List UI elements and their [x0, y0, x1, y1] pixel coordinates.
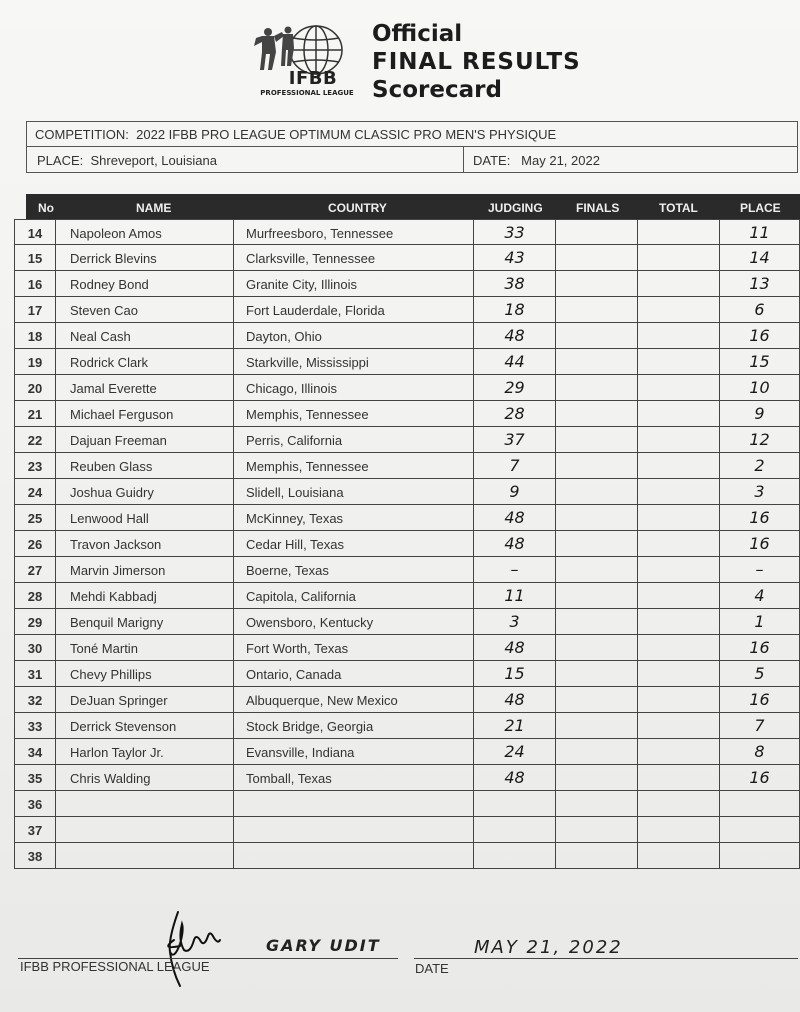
competitor-name: Dajuan Freeman: [56, 427, 234, 453]
total-score: [638, 609, 720, 635]
row-number: 17: [14, 297, 56, 323]
table-row: [14, 349, 800, 375]
competition-info-box: [26, 121, 798, 173]
competitor-name: Marvin Jimerson: [56, 557, 234, 583]
competitor-name: Toné Martin: [56, 635, 234, 661]
row-number: 25: [14, 505, 56, 531]
competitor-name: Neal Cash: [56, 323, 234, 349]
finals-score: [556, 557, 638, 583]
table-row: [14, 271, 800, 297]
row-number: 22: [14, 427, 56, 453]
judging-score: 9: [474, 479, 556, 505]
final-place: 13: [720, 271, 800, 297]
competitor-name: Derrick Blevins: [56, 245, 234, 271]
competition-label: COMPETITION:: [35, 127, 129, 142]
table-row: [14, 453, 800, 479]
judging-score: 24: [474, 739, 556, 765]
row-number: 32: [14, 687, 56, 713]
table-row: [14, 817, 800, 843]
judging-score: 29: [474, 375, 556, 401]
header-place: PLACE: [740, 201, 781, 215]
final-place: 8: [720, 739, 800, 765]
logo-subtext: PROFESSIONAL LEAGUE: [260, 89, 354, 97]
finals-score: [556, 765, 638, 791]
total-score: [638, 245, 720, 271]
competitor-hometown: Owensboro, Kentucky: [234, 609, 474, 635]
finals-score: [556, 220, 638, 246]
competitor-hometown: [234, 817, 474, 843]
total-score: [638, 635, 720, 661]
competitor-hometown: McKinney, Texas: [234, 505, 474, 531]
judging-score: 38: [474, 271, 556, 297]
competitor-name: Chris Walding: [56, 765, 234, 791]
finals-score: [556, 583, 638, 609]
judging-score: 43: [474, 245, 556, 271]
table-header: [26, 194, 800, 219]
scorecard-title: [372, 20, 581, 104]
judging-score: 48: [474, 687, 556, 713]
total-score: [638, 349, 720, 375]
title-line-1: Official: [372, 21, 463, 47]
place-label: PLACE:: [37, 153, 84, 168]
competitor-name: Travon Jackson: [56, 531, 234, 557]
table-row: [14, 661, 800, 687]
table-row: [14, 375, 800, 401]
row-number: 19: [14, 349, 56, 375]
competitor-name: Harlon Taylor Jr.: [56, 739, 234, 765]
judging-score: 15: [474, 661, 556, 687]
ifbb-logo: [246, 22, 360, 102]
finals-score: [556, 375, 638, 401]
final-place: 16: [720, 531, 800, 557]
finals-score: [556, 349, 638, 375]
judging-score: 48: [474, 531, 556, 557]
competitor-hometown: Ontario, Canada: [234, 661, 474, 687]
judging-score: 48: [474, 505, 556, 531]
results-table: [14, 194, 800, 869]
row-number: 28: [14, 583, 56, 609]
judging-score: 21: [474, 713, 556, 739]
competitor-hometown: Capitola, California: [234, 583, 474, 609]
competitor-name: Michael Ferguson: [56, 401, 234, 427]
place-line: [37, 153, 217, 168]
table-row: [14, 765, 800, 791]
judging-score: 48: [474, 323, 556, 349]
competitor-hometown: Granite City, Illinois: [234, 271, 474, 297]
competitor-name: Joshua Guidry: [56, 479, 234, 505]
competitor-hometown: Stock Bridge, Georgia: [234, 713, 474, 739]
row-number: 16: [14, 271, 56, 297]
final-place: 5: [720, 661, 800, 687]
row-number: 37: [14, 817, 56, 843]
finals-score: [556, 791, 638, 817]
finals-score: [556, 739, 638, 765]
judging-score: 33: [474, 220, 556, 246]
row-number: 36: [14, 791, 56, 817]
title-line-3: Scorecard: [372, 77, 502, 103]
competitor-name: Rodrick Clark: [56, 349, 234, 375]
final-place: 14: [720, 245, 800, 271]
judging-score: [474, 791, 556, 817]
final-place: [720, 791, 800, 817]
table-row: [14, 245, 800, 271]
total-score: [638, 531, 720, 557]
finals-score: [556, 323, 638, 349]
logo-text: IFBB: [288, 68, 338, 89]
table-row: [14, 323, 800, 349]
final-place: 16: [720, 687, 800, 713]
place-value: Shreveport, Louisiana: [90, 153, 217, 168]
total-score: [638, 427, 720, 453]
judging-score: –: [474, 557, 556, 583]
judging-score: 37: [474, 427, 556, 453]
finals-score: [556, 687, 638, 713]
total-score: [638, 401, 720, 427]
competitor-hometown: Slidell, Louisiana: [234, 479, 474, 505]
table-row: [14, 427, 800, 453]
judging-score: [474, 817, 556, 843]
row-number: 14: [14, 220, 56, 246]
final-place: 16: [720, 765, 800, 791]
handwritten-signature: [150, 900, 230, 990]
table-row: [14, 297, 800, 323]
total-score: [638, 323, 720, 349]
table-row: [14, 843, 800, 869]
competitor-hometown: Fort Worth, Texas: [234, 635, 474, 661]
final-place: 7: [720, 713, 800, 739]
competitor-hometown: Starkville, Mississippi: [234, 349, 474, 375]
competitor-name: Jamal Everette: [56, 375, 234, 401]
competitor-hometown: Memphis, Tennessee: [234, 453, 474, 479]
competitor-hometown: Evansville, Indiana: [234, 739, 474, 765]
header-no: No: [38, 201, 54, 215]
total-score: [638, 817, 720, 843]
total-score: [638, 713, 720, 739]
competitor-hometown: Boerne, Texas: [234, 557, 474, 583]
competitor-name: Napoleon Amos: [56, 220, 234, 246]
competitor-hometown: [234, 843, 474, 869]
finals-score: [556, 401, 638, 427]
final-place: 16: [720, 505, 800, 531]
judging-score: 7: [474, 453, 556, 479]
finals-score: [556, 817, 638, 843]
total-score: [638, 739, 720, 765]
competition-value: 2022 IFBB PRO LEAGUE OPTIMUM CLASSIC PRO MEN'S PHYSIQUE: [136, 127, 557, 142]
final-place: 4: [720, 583, 800, 609]
judging-score: 28: [474, 401, 556, 427]
total-score: [638, 271, 720, 297]
date-label: DATE:: [473, 153, 511, 168]
competition-line: [35, 127, 556, 142]
divider: [463, 147, 464, 173]
row-number: 30: [14, 635, 56, 661]
competitor-hometown: Clarksville, Tennessee: [234, 245, 474, 271]
final-place: 15: [720, 349, 800, 375]
header-country: COUNTRY: [328, 201, 387, 215]
header-finals: FINALS: [576, 201, 620, 215]
finals-score: [556, 635, 638, 661]
competitor-name: Chevy Phillips: [56, 661, 234, 687]
competitor-name: Steven Cao: [56, 297, 234, 323]
finals-score: [556, 245, 638, 271]
table-row: [14, 609, 800, 635]
judging-score: 3: [474, 609, 556, 635]
total-score: [638, 220, 720, 246]
header-judging: JUDGING: [488, 201, 543, 215]
table-row: [14, 557, 800, 583]
row-number: 21: [14, 401, 56, 427]
total-score: [638, 375, 720, 401]
finals-score: [556, 661, 638, 687]
judging-score: 18: [474, 297, 556, 323]
competitor-hometown: Perris, California: [234, 427, 474, 453]
signed-date: MAY 21, 2022: [474, 937, 623, 958]
competitor-hometown: Dayton, Ohio: [234, 323, 474, 349]
competitor-name: [56, 791, 234, 817]
judge-name: GARY UDIT: [266, 936, 381, 955]
date-caption: DATE: [415, 961, 449, 976]
table-row: [14, 531, 800, 557]
table-row: [14, 635, 800, 661]
row-number: 31: [14, 661, 56, 687]
date-value: May 21, 2022: [521, 153, 600, 168]
total-score: [638, 661, 720, 687]
header-total: TOTAL: [659, 201, 698, 215]
row-number: 26: [14, 531, 56, 557]
competitor-name: Mehdi Kabbadj: [56, 583, 234, 609]
competitor-name: [56, 817, 234, 843]
competitor-name: Benquil Marigny: [56, 609, 234, 635]
row-number: 18: [14, 323, 56, 349]
judging-score: 48: [474, 635, 556, 661]
judging-score: 11: [474, 583, 556, 609]
total-score: [638, 297, 720, 323]
total-score: [638, 505, 720, 531]
competitor-hometown: Albuquerque, New Mexico: [234, 687, 474, 713]
final-place: –: [720, 557, 800, 583]
judging-score: [474, 843, 556, 869]
table-row: [14, 583, 800, 609]
row-number: 38: [14, 843, 56, 869]
competitor-name: Reuben Glass: [56, 453, 234, 479]
final-place: [720, 843, 800, 869]
competitor-name: DeJuan Springer: [56, 687, 234, 713]
row-number: 27: [14, 557, 56, 583]
competitor-name: [56, 843, 234, 869]
header-name: NAME: [136, 201, 172, 215]
table-row: [14, 505, 800, 531]
competitor-hometown: Memphis, Tennessee: [234, 401, 474, 427]
competitor-hometown: [234, 791, 474, 817]
final-place: 12: [720, 427, 800, 453]
finals-score: [556, 531, 638, 557]
org-label: IFBB PROFESSIONAL LEAGUE: [20, 959, 210, 974]
total-score: [638, 791, 720, 817]
row-number: 29: [14, 609, 56, 635]
total-score: [638, 843, 720, 869]
finals-score: [556, 271, 638, 297]
competitor-hometown: Murfreesboro, Tennessee: [234, 220, 474, 246]
row-number: 33: [14, 713, 56, 739]
final-place: 1: [720, 609, 800, 635]
final-place: 3: [720, 479, 800, 505]
finals-score: [556, 609, 638, 635]
finals-score: [556, 713, 638, 739]
competitor-hometown: Chicago, Illinois: [234, 375, 474, 401]
row-number: 35: [14, 765, 56, 791]
total-score: [638, 557, 720, 583]
total-score: [638, 453, 720, 479]
row-number: 34: [14, 739, 56, 765]
total-score: [638, 765, 720, 791]
final-place: 16: [720, 323, 800, 349]
finals-score: [556, 297, 638, 323]
finals-score: [556, 427, 638, 453]
judging-score: 48: [474, 765, 556, 791]
table-row: [14, 713, 800, 739]
finals-score: [556, 479, 638, 505]
table-row: [14, 401, 800, 427]
competitor-hometown: Cedar Hill, Texas: [234, 531, 474, 557]
total-score: [638, 583, 720, 609]
total-score: [638, 479, 720, 505]
final-place: 10: [720, 375, 800, 401]
final-place: 11: [720, 220, 800, 246]
final-place: 16: [720, 635, 800, 661]
table-row: [14, 791, 800, 817]
competitor-name: Rodney Bond: [56, 271, 234, 297]
competitor-name: Lenwood Hall: [56, 505, 234, 531]
row-number: 15: [14, 245, 56, 271]
finals-score: [556, 453, 638, 479]
final-place: 6: [720, 297, 800, 323]
finals-score: [556, 505, 638, 531]
competitor-hometown: Fort Lauderdale, Florida: [234, 297, 474, 323]
total-score: [638, 687, 720, 713]
row-number: 24: [14, 479, 56, 505]
table-row: [14, 479, 800, 505]
table-body: [14, 219, 800, 869]
row-number: 23: [14, 453, 56, 479]
final-place: [720, 817, 800, 843]
row-number: 20: [14, 375, 56, 401]
competitor-name: Derrick Stevenson: [56, 713, 234, 739]
table-row: [14, 219, 800, 245]
finals-score: [556, 843, 638, 869]
final-place: 2: [720, 453, 800, 479]
date-line: [473, 153, 600, 168]
judging-score: 44: [474, 349, 556, 375]
competitor-hometown: Tomball, Texas: [234, 765, 474, 791]
date-line-rule: [414, 958, 798, 959]
table-row: [14, 687, 800, 713]
title-line-2: FINAL RESULTS: [372, 49, 581, 75]
final-place: 9: [720, 401, 800, 427]
table-row: [14, 739, 800, 765]
